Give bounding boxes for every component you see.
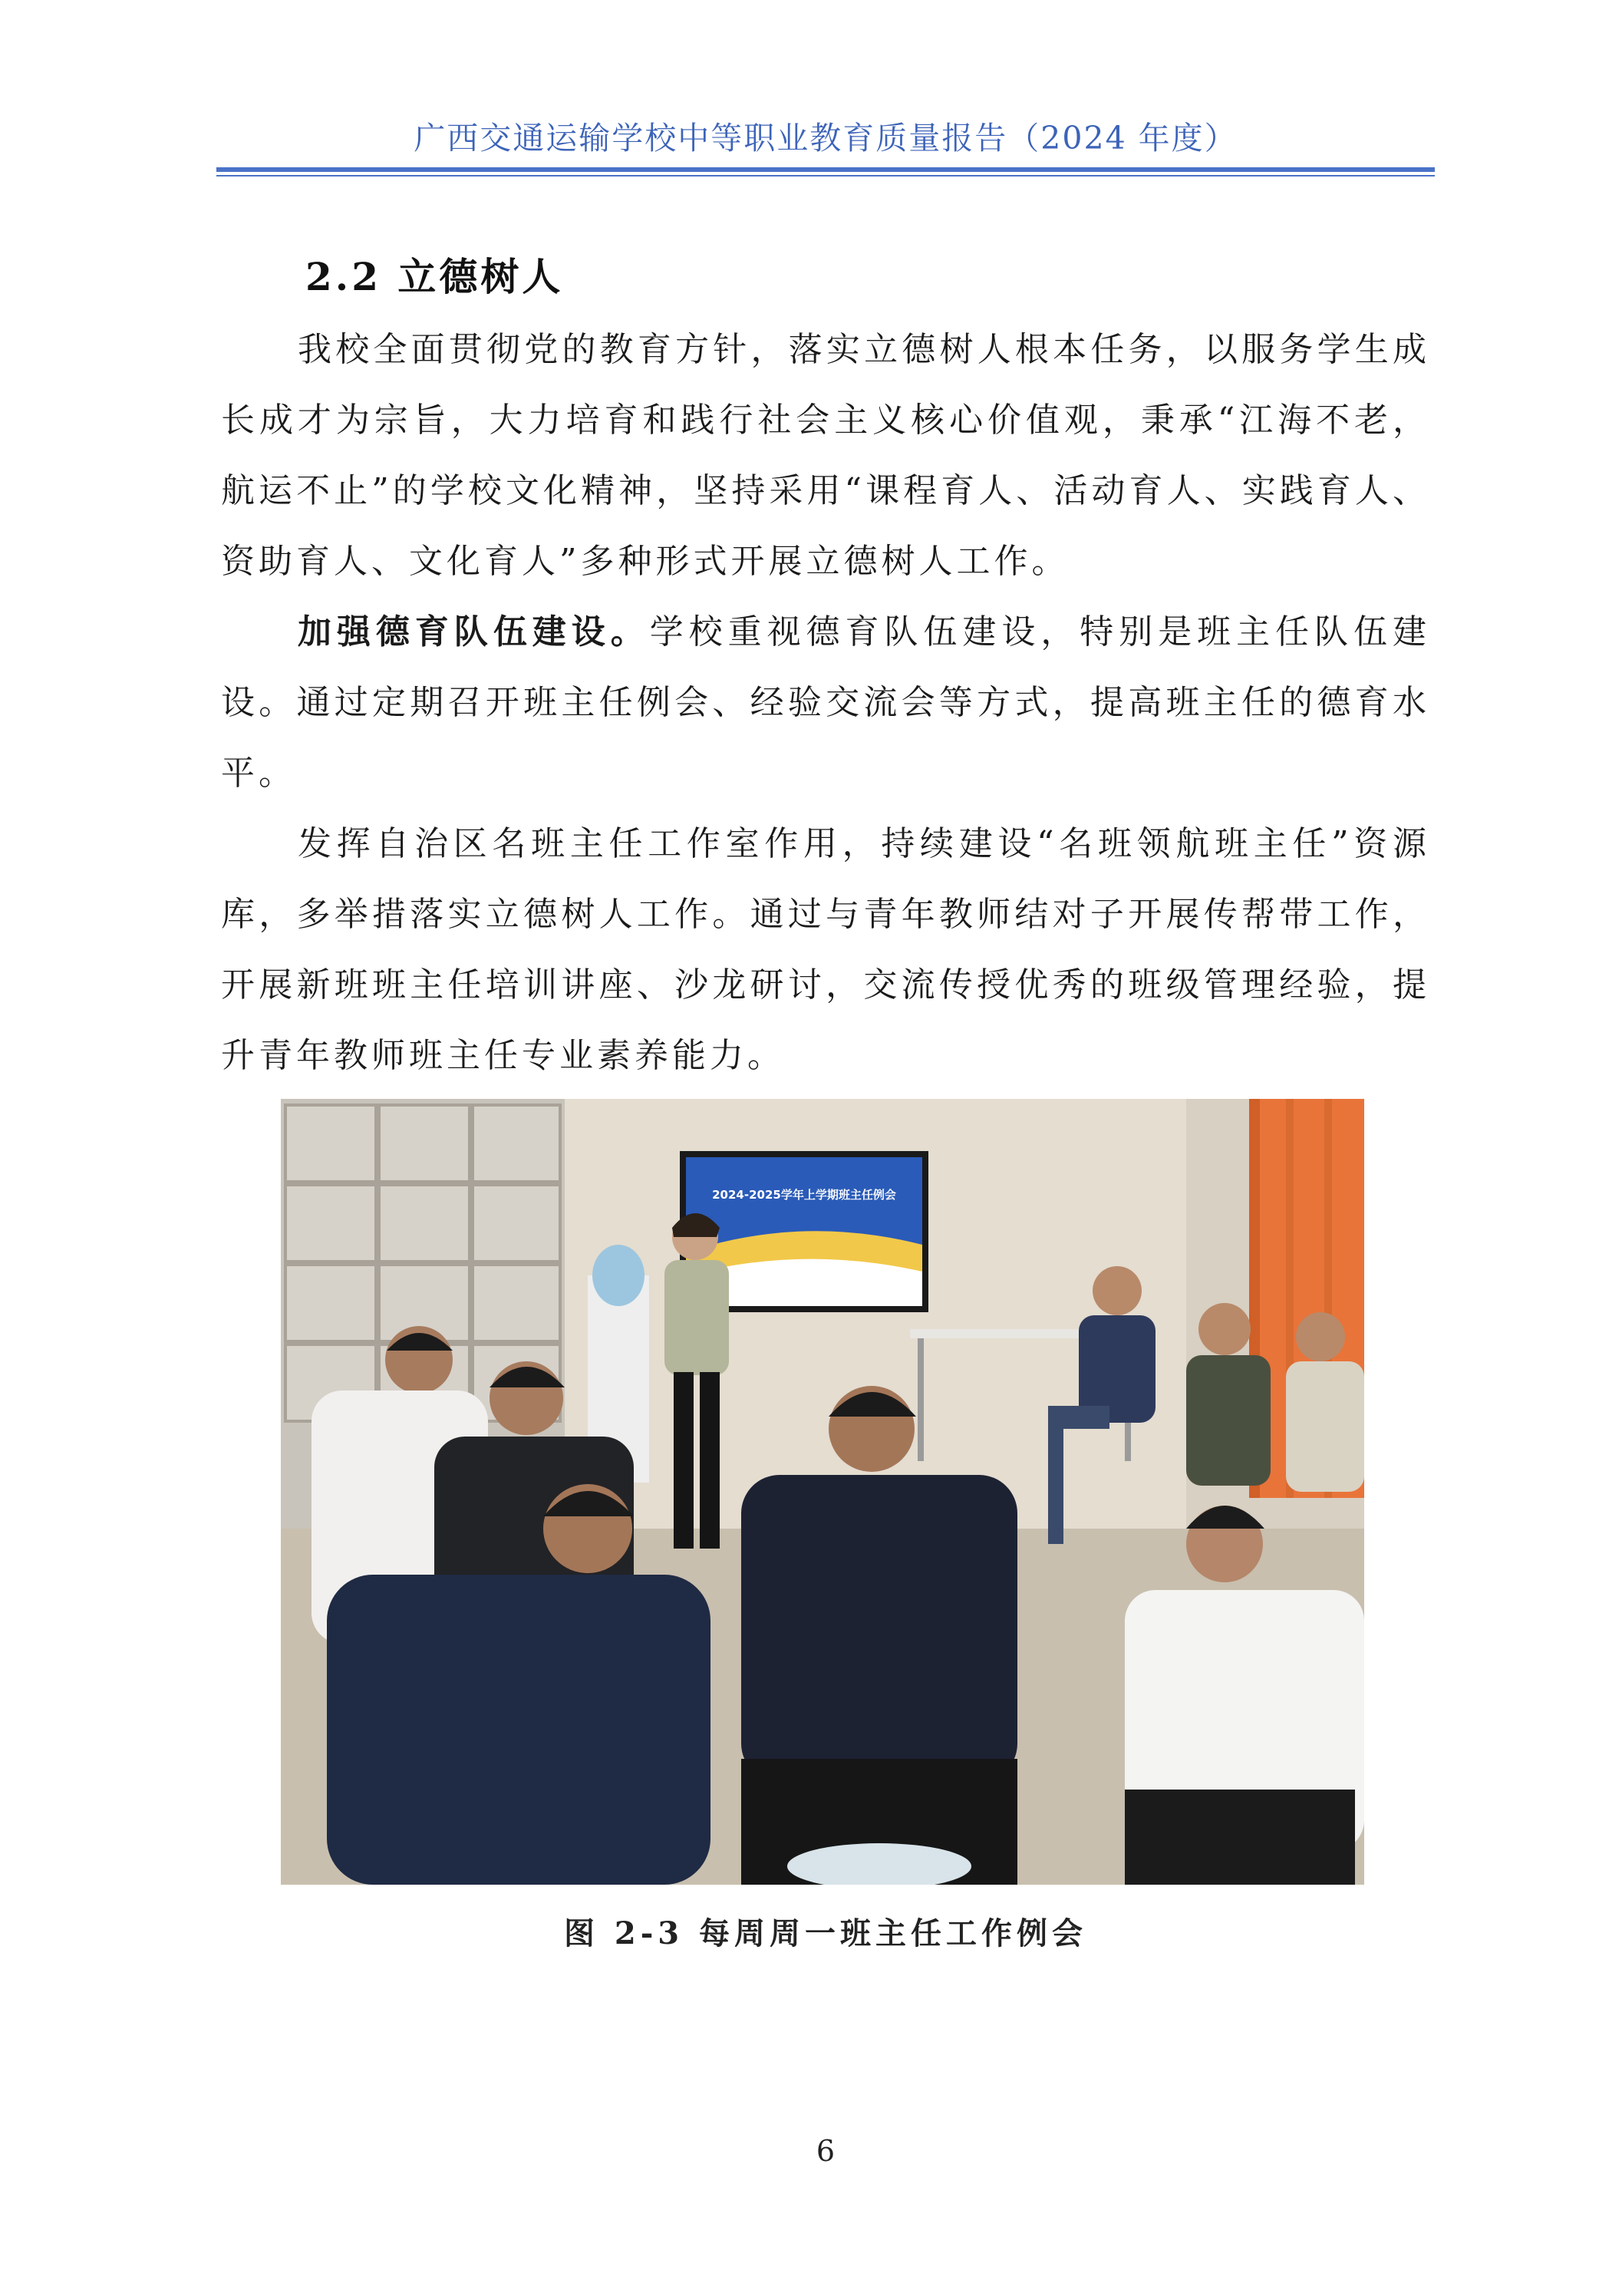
screen-title: 2024-2025学年上学期班主任例会 xyxy=(712,1188,896,1202)
figure-caption: 图 2-3 每周周一班主任工作例会 xyxy=(563,1915,1088,1951)
header-rule xyxy=(216,167,1435,172)
page-number: 6 xyxy=(816,2134,836,2168)
paragraph-2 xyxy=(221,597,1430,809)
section-heading: 2.2 立德树人 xyxy=(305,254,564,299)
paragraph-2-lead: 加强德育队伍建设。 xyxy=(298,612,650,652)
meeting-photo xyxy=(281,1099,1364,1885)
paragraph-2-body: 学校重视德育队伍建设，特别是班主任队伍建设。通过定期召开班主任例会、经验交流会等方式，提高班主任的德育水平。 xyxy=(221,612,1431,793)
header-rule-thin xyxy=(216,175,1435,176)
paragraph-1: 我校全面贯彻党的教育方针，落实立德树人根本任务，以服务学生成长成才为宗旨，大力培育和践行社会主义核心价值观，秉承“江海不老，航运不止”的学校文化精神，坚持采用“课程育人、活动育人、实践育人、资助育人、文化育人”多种形式开展立德树人工作。 xyxy=(221,330,1430,581)
page-header-title: 广西交通运输学校中等职业教育质量报告（2024 年度） xyxy=(414,120,1238,157)
paragraph-3: 发挥自治区名班主任工作室作用，持续建设“名班领航班主任”资源库，多举措落实立德树人工作。通过与青年教师结对子开展传帮带工作，开展新班班主任培训讲座、沙龙研讨，交流传授优秀的班级管理经验，提升青年教师班主任专业素养能力。 xyxy=(221,824,1430,1075)
